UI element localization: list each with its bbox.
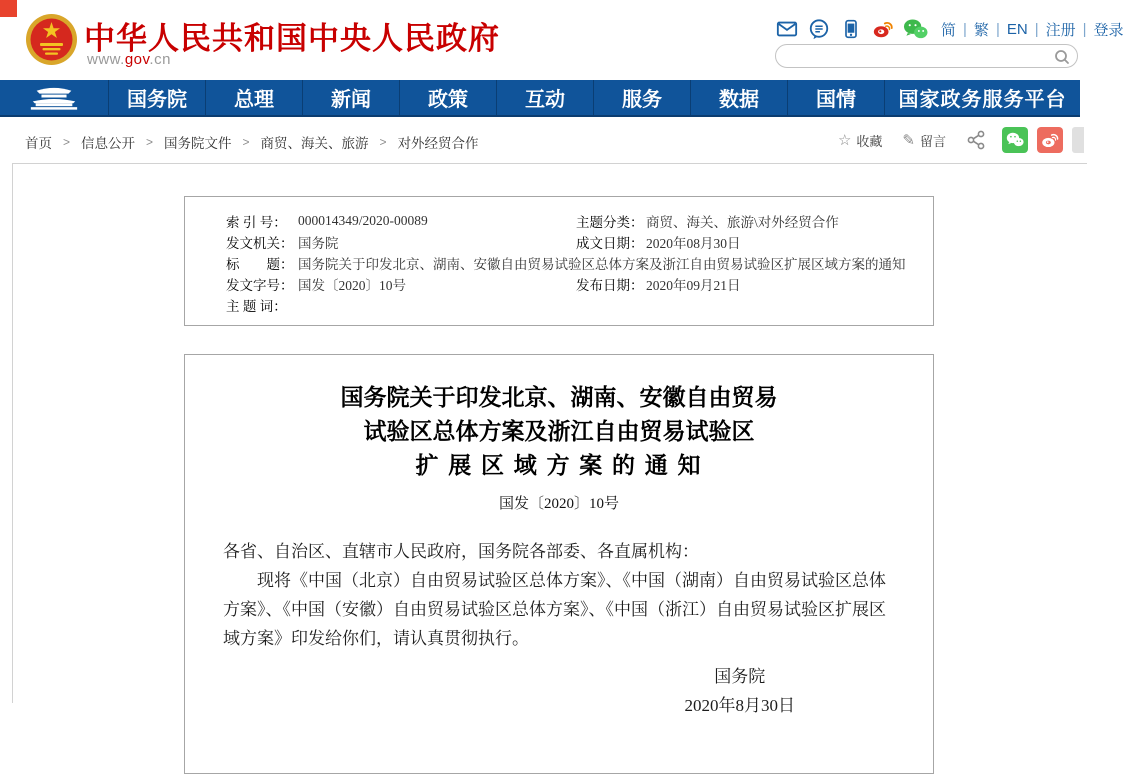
favorite-button[interactable]	[838, 131, 882, 150]
content-container	[12, 163, 1087, 715]
document-body-box	[184, 354, 934, 774]
nav-item-gov-service-platform[interactable]: 国家政务服务平台	[884, 80, 1080, 115]
meta-label-keywords: 主 题 词：	[226, 298, 287, 314]
meta-row-title	[185, 252, 933, 273]
breadcrumb-trade-customs-tourism[interactable]: 商贸、海关、旅游	[260, 136, 369, 151]
signature-block	[685, 662, 796, 720]
star-icon: ☆	[837, 132, 852, 149]
nav-item-interaction[interactable]: 互动	[496, 80, 593, 115]
meta-label-title: 标 题：	[226, 256, 294, 272]
meta-value-subject-category: 商贸、海关、旅游\对外经贸合作	[646, 214, 839, 230]
search-icon[interactable]	[1054, 49, 1070, 65]
lang-separator: |	[1034, 20, 1039, 38]
breadcrumb-state-council-docs[interactable]: 国务院文件	[164, 136, 232, 151]
site-url	[87, 51, 171, 68]
register-link[interactable]: 注册	[1045, 21, 1076, 39]
breadcrumb-separator: >	[63, 135, 71, 149]
lang-separator: |	[995, 20, 1000, 38]
url-www: www.	[87, 51, 125, 68]
meta-row-issuing-agency	[185, 231, 933, 252]
breadcrumb	[25, 132, 479, 152]
comment-button[interactable]	[902, 131, 946, 150]
breadcrumb-row	[0, 117, 1080, 163]
nav-item-premier[interactable]: 总理	[205, 80, 302, 115]
nav-home-tiananmen-icon[interactable]	[0, 80, 108, 115]
corner-marker	[0, 0, 17, 17]
breadcrumb-home[interactable]: 首页	[25, 136, 52, 151]
pencil-icon: ✎	[902, 132, 915, 149]
signature-issuer: 国务院	[714, 667, 766, 686]
weibo-share-button[interactable]	[1037, 127, 1063, 153]
weibo-icon[interactable]	[871, 17, 895, 41]
nav-item-state-council[interactable]: 国务院	[108, 80, 205, 115]
meta-value-index-no: 000014349/2020-00089	[298, 212, 428, 228]
mobile-icon[interactable]	[839, 17, 863, 41]
search-input[interactable]	[788, 46, 1043, 66]
document-title	[223, 381, 895, 483]
nav-item-policy[interactable]: 政策	[399, 80, 496, 115]
login-link[interactable]: 登录	[1093, 21, 1124, 39]
nav-item-data[interactable]: 数据	[690, 80, 787, 115]
search-box[interactable]	[775, 44, 1078, 68]
lang-simplified[interactable]: 简	[941, 21, 957, 39]
language-links	[941, 19, 1124, 40]
meta-label-index-no: 索 引 号：	[226, 214, 287, 230]
meta-value-written-date: 2020年08月30日	[646, 235, 741, 251]
document-salutation: 各省、自治区、直辖市人民政府，国务院各部委、各直属机构：	[223, 542, 699, 561]
page-actions	[838, 126, 1080, 154]
breadcrumb-separator: >	[242, 135, 250, 149]
nav-item-services[interactable]: 服务	[593, 80, 690, 115]
url-gov: gov	[124, 51, 150, 68]
meta-label-doc-number: 发文字号：	[226, 277, 294, 293]
nav-item-national-conditions[interactable]: 国情	[787, 80, 884, 115]
meta-row-keywords	[185, 294, 933, 315]
breadcrumb-separator: >	[146, 135, 154, 149]
national-emblem-logo[interactable]	[25, 13, 78, 66]
meta-row-doc-number	[185, 273, 933, 294]
document-number: 国发〔2020〕10号	[498, 496, 619, 512]
favorite-label: 收藏	[856, 133, 883, 149]
document-paragraph: 现将《中国（北京）自由贸易试验区总体方案》、《中国（湖南）自由贸易试验区总体方案》、《中国（安徽）自由贸易试验区总体方案》、《中国（浙江）自由贸易试验区扩展区域方案》印发给你们，请认真贯彻执行。	[223, 571, 886, 648]
lang-traditional[interactable]: 繁	[973, 21, 989, 39]
header-icon-row	[775, 16, 1124, 42]
site-title[interactable]: 中华人民共和国中央人民政府	[84, 21, 500, 56]
url-cn: .cn	[149, 51, 171, 68]
meta-label-written-date: 成文日期：	[576, 235, 644, 251]
lang-separator: |	[1082, 20, 1087, 38]
main-nav	[0, 80, 1080, 117]
wechat-share-button[interactable]	[1002, 127, 1028, 153]
nav-item-news[interactable]: 新闻	[302, 80, 399, 115]
site-header	[0, 0, 1124, 80]
signature-date: 2020年8月30日	[684, 696, 795, 715]
meta-value-title: 国务院关于印发北京、湖南、安徽自由贸易试验区总体方案及浙江自由贸易试验区扩展区域方案的通知	[298, 256, 906, 272]
comment-icon[interactable]	[807, 17, 831, 41]
lang-english[interactable]: EN	[1006, 20, 1028, 38]
meta-value-doc-number: 国发〔2020〕10号	[298, 277, 406, 293]
share-icon[interactable]	[966, 130, 986, 150]
document-title-line2: 试验区总体方案及浙江自由贸易试验区	[363, 419, 755, 444]
document-meta-box	[184, 196, 934, 326]
breadcrumb-info-disclosure[interactable]: 信息公开	[81, 136, 136, 151]
comment-label: 留言	[919, 133, 946, 149]
document-title-line1: 国务院关于印发北京、湖南、安徽自由贸易	[340, 385, 778, 410]
meta-label-issuing-agency: 发文机关：	[226, 235, 294, 251]
document-title-line3: 扩 展 区 域 方 案 的 通 知	[415, 453, 703, 478]
mail-icon[interactable]	[775, 17, 799, 41]
lang-separator: |	[963, 20, 967, 38]
meta-label-publish-date: 发布日期：	[576, 277, 644, 293]
meta-value-issuing-agency: 国务院	[298, 235, 339, 251]
meta-label-subject-category: 主题分类：	[576, 214, 644, 230]
wechat-icon[interactable]	[903, 17, 927, 41]
breadcrumb-separator: >	[379, 135, 387, 149]
more-share-icon[interactable]	[1072, 127, 1084, 153]
breadcrumb-foreign-trade-cooperation[interactable]: 对外经贸合作	[397, 136, 479, 151]
meta-value-publish-date: 2020年09月21日	[646, 277, 741, 293]
meta-row-index	[185, 210, 933, 231]
